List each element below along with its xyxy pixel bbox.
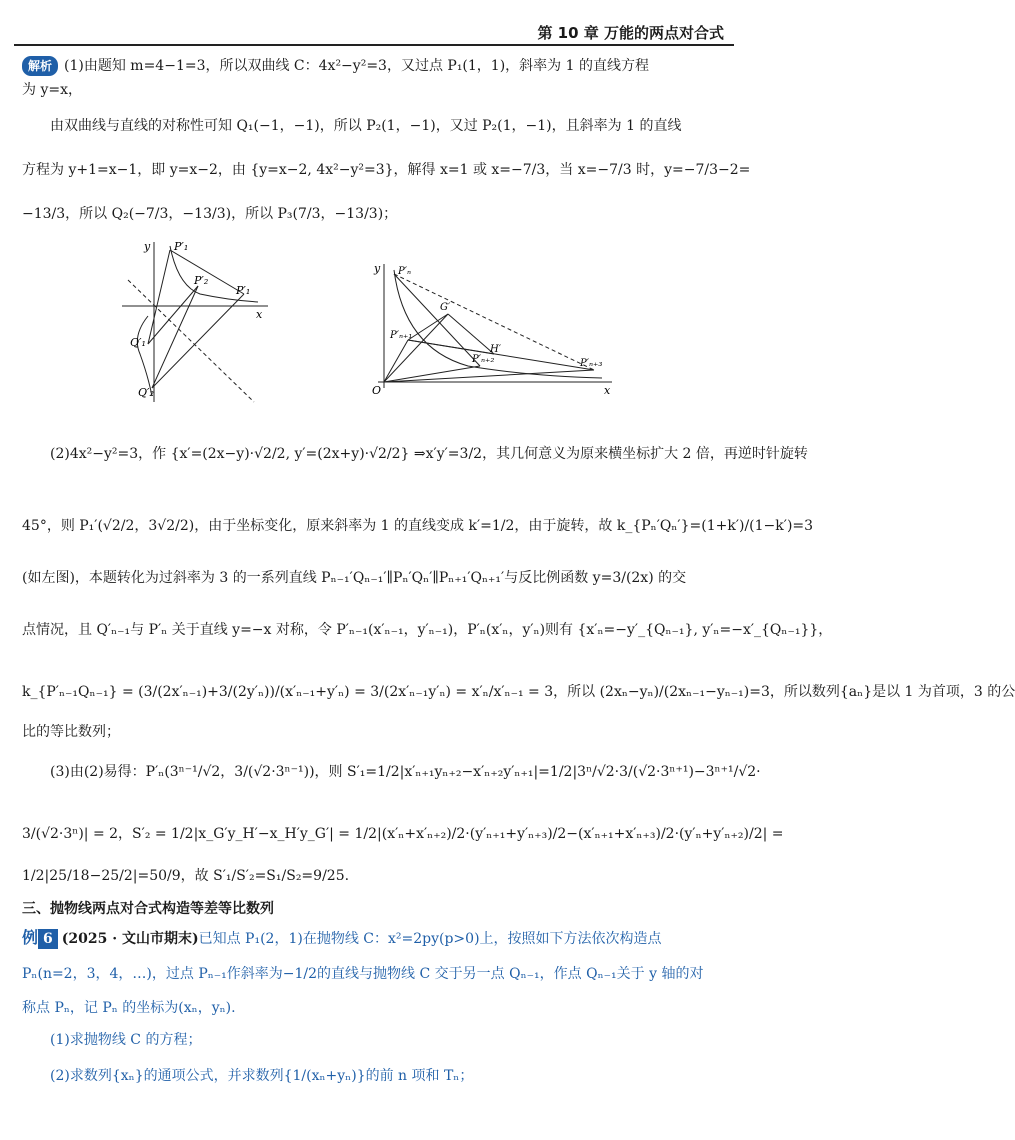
fig2-pn3-label: P′ₙ₊₃ bbox=[580, 358, 603, 369]
line-11: 比的等比数列； bbox=[22, 724, 120, 740]
fig1-x-label: x bbox=[256, 308, 263, 321]
line-5: −13/3，所以 Q₂(−7/3，−13/3)，所以 P₃(7/3，−13/3)； bbox=[22, 206, 398, 222]
fig2-y-label: y bbox=[374, 262, 381, 275]
example-label: 例 bbox=[22, 928, 39, 947]
line-4: 方程为 y+1=x−1，即 y=x−2，由 {y=x−2, 4x²−y²=3}，解得 x=1 或 x=−7/3，当 x=−7/3 时，y=−7/3−2= bbox=[22, 162, 751, 178]
header-rule bbox=[14, 44, 734, 46]
example-text-1: 已知点 P₁(2，1)在抛物线 C：x²=2py(p>0)上，按照如下方法依次构造点 bbox=[198, 931, 662, 947]
fig1-p1-label: P′₁ bbox=[174, 240, 189, 253]
line-10: k_{P′ₙ₋₁Qₙ₋₁} = (3/(2x′ₙ₋₁)+3/(2y′ₙ))/(x′ₙ₋₁+y′ₙ) = 3/(2x′ₙ₋₁y′ₙ) = x′ₙ/x′ₙ₋₁ = 3，所以 (2xₙ−yₙ)/(2xₙ₋₁−yₙ₋₁)=3，所以数列{aₙ}是以 1 为首项，3 的公 bbox=[22, 684, 1015, 700]
line-14: 1/2|25/18−25/2|=50/9，故 S′₁/S′₂=S₁/S₂=9/25. bbox=[22, 868, 350, 884]
chapter-header: 第 10 章 万能的两点对合式 bbox=[537, 24, 724, 42]
fig1-y-label: y bbox=[144, 240, 151, 253]
question-1: (1)求抛物线 C 的方程； bbox=[50, 1032, 202, 1048]
example-number: 6 bbox=[38, 929, 58, 949]
line-13: 3/(√2·3ⁿ)| = 2，S′₂ = 1/2|x_G′y_H′−x_H′y_G′| = 1/2|(x′ₙ+x′ₙ₊₂)/2·(y′ₙ₊₁+y′ₙ₊₃)/2−(x′ₙ₊₁+x′ₙ₊₃)/2·(y′ₙ+y′ₙ₊₂)/2| = bbox=[22, 826, 784, 842]
line-2: 为 y=x， bbox=[22, 82, 82, 98]
solution-badge: 解析 bbox=[22, 56, 58, 76]
fig2-pn-label: P′ₙ bbox=[398, 266, 412, 277]
question-2: (2)求数列{xₙ}的通项公式，并求数列{1/(xₙ+yₙ)}的前 n 项和 Tₙ； bbox=[50, 1068, 474, 1084]
figure-hyperbola bbox=[118, 236, 278, 404]
line-3: 由双曲线与直线的对称性可知 Q₁(−1，−1)，所以 P₂(1，−1)，又过 P₂(1，−1)，且斜率为 1 的直线 bbox=[50, 118, 682, 134]
fig2-origin-label: O bbox=[372, 384, 382, 397]
fig2-h-label: H′ bbox=[490, 344, 501, 355]
line-1: 解析 (1)由题知 m=4−1=3，所以双曲线 C：4x²−y²=3，又过点 P₁(1，1)，斜率为 1 的直线方程 bbox=[22, 56, 649, 76]
example-line-2: Pₙ(n=2，3，4，…)，过点 Pₙ₋₁作斜率为−1/2的直线与抛物线 C 交于另一点 Qₙ₋₁，作点 Qₙ₋₁关于 y 轴的对 bbox=[22, 966, 704, 982]
section-heading: 三、抛物线两点对合式构造等差等比数列 bbox=[22, 901, 274, 917]
fig2-x-label: x bbox=[604, 384, 611, 397]
fig2-g-label: G′ bbox=[440, 302, 451, 313]
line-8: (如左图)，本题转化为过斜率为 3 的一系列直线 Pₙ₋₁′Qₙ₋₁′∥Pₙ′Qₙ′∥Pₙ₊₁′Qₙ₊₁′与反比例函数 y=3/(2x) 的交 bbox=[22, 570, 687, 586]
example-line-3: 称点 Pₙ，记 Pₙ 的坐标为(xₙ，yₙ). bbox=[22, 1000, 236, 1016]
fig2-pn2-label: P′ₙ₊₂ bbox=[472, 354, 495, 365]
fig1-p1b-label: P′₁ bbox=[236, 284, 251, 297]
figure-inverse bbox=[368, 258, 618, 398]
example-source: (2025 · 文山市期末) bbox=[61, 931, 199, 947]
fig1-q2-label: Q′₂ bbox=[138, 386, 154, 399]
fig1-q1-label: Q′₁ bbox=[130, 336, 146, 349]
line-7: 45°，则 P₁′(√2/2，3√2/2)，由于坐标变化，原来斜率为 1 的直线变成 k′=1/2，由于旋转，故 k_{Pₙ′Qₙ′}=(1+k′)/(1−k′)=3 bbox=[22, 518, 814, 534]
line-6: (2)4x²−y²=3，作 {x′=(2x−y)·√2/2, y′=(2x+y)·√2/2} ⇒x′y′=3/2，其几何意义为原来横坐标扩大 2 倍，再逆时针旋转 bbox=[50, 446, 808, 462]
line-12: (3)由(2)易得：P′ₙ(3ⁿ⁻¹/√2，3/(√2·3ⁿ⁻¹))，则 S′₁=1/2|x′ₙ₊₁yₙ₊₂−x′ₙ₊₂y′ₙ₊₁|=1/2|3ⁿ/√2·3/(√2·3ⁿ⁺¹)−3ⁿ⁺¹/√2· bbox=[50, 764, 761, 780]
line-9: 点情况，且 Q′ₙ₋₁与 P′ₙ 关于直线 y=−x 对称，令 P′ₙ₋₁(x′ₙ₋₁，y′ₙ₋₁)，P′ₙ(x′ₙ，y′ₙ)则有 {x′ₙ=−y′_{Qₙ₋₁}, y′ₙ=−x′_{Qₙ₋₁}}， bbox=[22, 622, 833, 638]
fig2-pn1-label: P′ₙ₊₁ bbox=[390, 330, 413, 341]
fig1-p2-label: P′₂ bbox=[194, 274, 209, 287]
example-line-1 bbox=[22, 928, 662, 949]
